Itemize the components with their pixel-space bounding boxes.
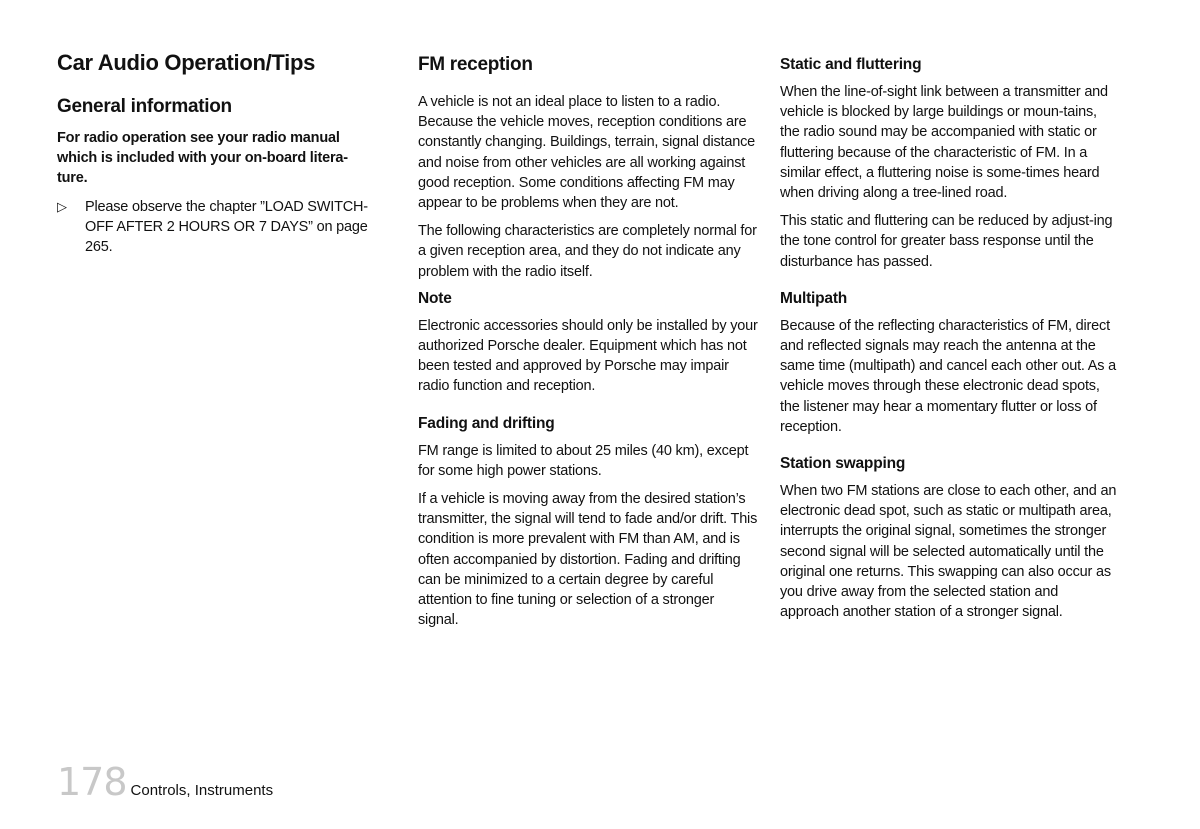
page-title: Car Audio Operation/Tips [57,50,316,75]
section-name: Controls, Instruments [130,782,274,799]
fm-paragraph-1: A vehicle is not an ideal place to listen to a radio. Because the vehicle moves, reception conditions are constantly changing. Buildings, terrain, signal distance and noise from other vehicles are all working against good reception. Some conditions affecting FM may appear to be problems when they are not. [418,94,756,212]
note-paragraph: Electronic accessories should only be installed by your authorized Porsche dealer. Equipment which has not been tested and approved by Porsche may impair radio function and reception. [418,317,758,395]
fm-reception-heading: FM reception [418,54,533,75]
multipath-heading: Multipath [780,289,848,307]
station-swapping-paragraph: When two FM stations are close to each other, and an electronic dead spot, such as static or multipath area, interrupts the original signal, sometimes the stronger second signal will be selected automatically until the original one returns. This swapping can also occur as you drive away from the selected station and approach another station of a stronger signal. [780,483,1117,621]
fading-paragraph-1: FM range is limited to about 25 miles (40 km), except for some high power stations. [418,442,749,479]
column-right [780,50,1120,622]
static-paragraph-1: When the line-of-sight link between a transmitter and vehicle is blocked by large buildings or moun-tains, the radio sound may be accompanied with static or fluttering because of the characteristic of FM. In a similar effect, a fluttering noise is some-times heard when driving along a tree-lined road. [780,84,1108,202]
static-paragraph-2: This static and fluttering can be reduced by adjust-ing the tone control for greater bass response until the disturbance has passed. [780,213,1113,270]
column-middle [418,50,758,630]
column-left [57,50,377,257]
multipath-paragraph: Because of the reflecting characteristics of FM, direct and reflected signals may reach the antenna at the same time (multipath) and cancel each other out. As a vehicle moves through these electronic dead spots, the listener may hear a momentary flutter or loss of reception. [780,317,1116,435]
triangle-right-icon: ▷ [57,198,67,214]
page-number: 178 [57,760,127,804]
fading-drifting-heading: Fading and drifting [418,414,555,432]
static-fluttering-heading: Static and fluttering [780,56,922,73]
radio-manual-note: For radio operation see your radio manual which is included with your on-board litera-ture. [57,130,348,187]
page-footer [57,760,273,804]
note-heading: Note [418,289,452,307]
bullet-text: Please observe the chapter ”LOAD SWITCH-OFF AFTER 2 HOURS OR 7 DAYS” on page 265. [85,198,368,256]
bullet-item [57,197,377,258]
station-swapping-heading: Station swapping [780,455,906,473]
fading-paragraph-2: If a vehicle is moving away from the desired station’s transmitter, the signal will tend to fade and/or drift. This condition is more prevalent with FM than AM, and is often accompanied by distortion. Fading and drifting can be minimized to a certain degree by careful attention to fine tuning or selection of a stronger signal. [418,491,758,629]
general-information-heading: General information [57,96,232,117]
fm-paragraph-2: The following characteristics are completely normal for a given reception area, and they do not indicate any problem with the radio itself. [418,223,757,280]
